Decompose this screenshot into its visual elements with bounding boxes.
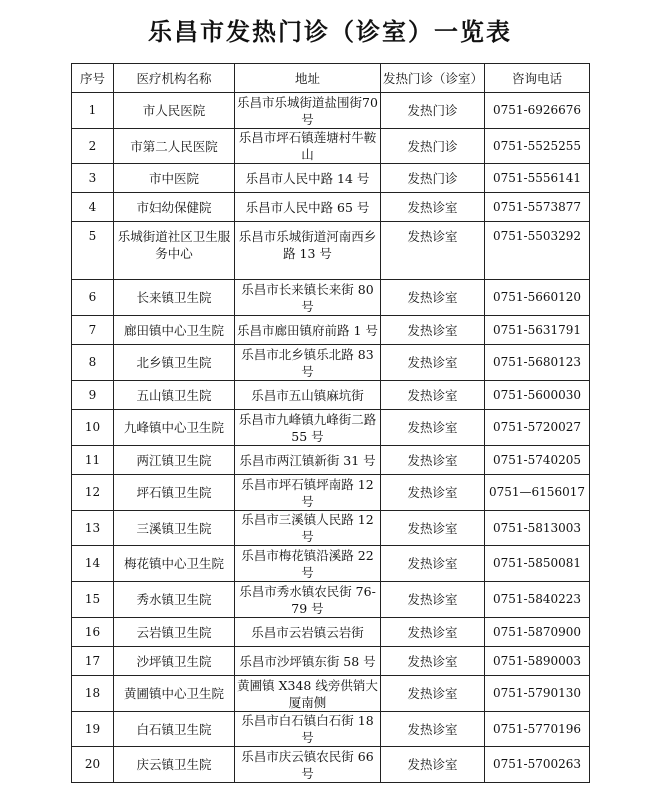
- column-header-name: 医疗机构名称: [114, 64, 235, 93]
- row-number: 1: [72, 93, 114, 129]
- row-number: 4: [72, 193, 114, 222]
- clinic-type: 发热诊室: [381, 193, 485, 222]
- table-row: [72, 93, 590, 129]
- row-number: 20: [72, 747, 114, 783]
- institution-name: 市第二人民医院: [114, 129, 235, 164]
- column-header-phone: 咨询电话: [485, 64, 590, 93]
- address: 乐昌市梅花镇沿溪路 22 号: [235, 546, 381, 582]
- institution-name: 白石镇卫生院: [114, 712, 235, 747]
- phone-number: 0751-5600030: [485, 381, 590, 410]
- phone-number: 0751-5720027: [485, 410, 590, 446]
- row-number: 17: [72, 647, 114, 676]
- clinic-type: 发热诊室: [381, 546, 485, 582]
- phone-number: 0751-5556141: [485, 164, 590, 193]
- phone-number: 0751-5790130: [485, 676, 590, 712]
- clinic-type: 发热诊室: [381, 712, 485, 747]
- phone-number: 0751-5740205: [485, 446, 590, 475]
- table-row: [72, 511, 590, 546]
- table-row: [72, 446, 590, 475]
- table-row: [72, 546, 590, 582]
- address: 乐昌市长来镇长来街 80 号: [235, 280, 381, 316]
- phone-number: 0751-5813003: [485, 511, 590, 546]
- address: 乐昌市坪石镇莲塘村牛鞍山: [235, 129, 381, 164]
- institution-name: 两江镇卫生院: [114, 446, 235, 475]
- address: 乐昌市乐城街道河南西乡路 13 号: [235, 222, 381, 280]
- phone-number: 0751-5503292: [485, 222, 590, 280]
- institution-name: 沙坪镇卫生院: [114, 647, 235, 676]
- table-row: [72, 316, 590, 345]
- phone-number: 0751-5870900: [485, 618, 590, 647]
- institution-name: 梅花镇中心卫生院: [114, 546, 235, 582]
- column-header-no: 序号: [72, 64, 114, 93]
- table-row: [72, 381, 590, 410]
- row-number: 6: [72, 280, 114, 316]
- address: 乐昌市廊田镇府前路 1 号: [235, 316, 381, 345]
- address: 乐昌市两江镇新街 31 号: [235, 446, 381, 475]
- institution-name: 云岩镇卫生院: [114, 618, 235, 647]
- institution-name: 黄圃镇中心卫生院: [114, 676, 235, 712]
- clinic-type: 发热诊室: [381, 618, 485, 647]
- institution-name: 市人民医院: [114, 93, 235, 129]
- address: 乐昌市人民中路 65 号: [235, 193, 381, 222]
- phone-number: 0751-5525255: [485, 129, 590, 164]
- table-row: [72, 475, 590, 511]
- address: 乐昌市人民中路 14 号: [235, 164, 381, 193]
- table-row: [72, 618, 590, 647]
- row-number: 3: [72, 164, 114, 193]
- institution-name: 九峰镇中心卫生院: [114, 410, 235, 446]
- table-header-row: [72, 64, 590, 93]
- clinic-type: 发热诊室: [381, 345, 485, 381]
- column-header-type: 发热门诊（诊室）: [381, 64, 485, 93]
- clinic-type: 发热诊室: [381, 676, 485, 712]
- table-row: [72, 747, 590, 783]
- institution-name: 坪石镇卫生院: [114, 475, 235, 511]
- phone-number: 0751-5700263: [485, 747, 590, 783]
- row-number: 7: [72, 316, 114, 345]
- clinic-type: 发热诊室: [381, 511, 485, 546]
- address: 乐昌市三溪镇人民路 12 号: [235, 511, 381, 546]
- address: 乐昌市沙坪镇东街 58 号: [235, 647, 381, 676]
- address: 乐昌市秀水镇农民街 76-79 号: [235, 582, 381, 618]
- institution-name: 秀水镇卫生院: [114, 582, 235, 618]
- phone-number: 0751-6926676: [485, 93, 590, 129]
- phone-number: 0751-5850081: [485, 546, 590, 582]
- table-row: [72, 647, 590, 676]
- address: 乐昌市白石镇白石街 18 号: [235, 712, 381, 747]
- row-number: 2: [72, 129, 114, 164]
- table-row: [72, 345, 590, 381]
- row-number: 19: [72, 712, 114, 747]
- clinic-type: 发热诊室: [381, 381, 485, 410]
- table-row: [72, 164, 590, 193]
- address: 乐昌市云岩镇云岩街: [235, 618, 381, 647]
- clinic-type: 发热诊室: [381, 747, 485, 783]
- institution-name: 三溪镇卫生院: [114, 511, 235, 546]
- table-row: [72, 712, 590, 747]
- clinic-type: 发热诊室: [381, 475, 485, 511]
- row-number: 18: [72, 676, 114, 712]
- clinic-type: 发热门诊: [381, 129, 485, 164]
- row-number: 13: [72, 511, 114, 546]
- row-number: 11: [72, 446, 114, 475]
- phone-number: 0751-5573877: [485, 193, 590, 222]
- institution-name: 廊田镇中心卫生院: [114, 316, 235, 345]
- address: 黄圃镇 X348 线旁供销大厦南侧: [235, 676, 381, 712]
- institution-name: 长来镇卫生院: [114, 280, 235, 316]
- phone-number: 0751-5770196: [485, 712, 590, 747]
- page-title: 乐昌市发热门诊（诊室）一览表: [148, 18, 512, 46]
- phone-number: 0751-5660120: [485, 280, 590, 316]
- table-row: [72, 280, 590, 316]
- phone-number: 0751-5890003: [485, 647, 590, 676]
- phone-number: 0751-5680123: [485, 345, 590, 381]
- institution-name: 乐城街道社区卫生服务中心: [114, 222, 235, 280]
- phone-number: 0751—6156017: [485, 475, 590, 511]
- clinic-type: 发热诊室: [381, 222, 485, 280]
- phone-number: 0751-5631791: [485, 316, 590, 345]
- table-row: [72, 222, 590, 280]
- row-number: 9: [72, 381, 114, 410]
- clinic-type: 发热诊室: [381, 647, 485, 676]
- institution-name: 五山镇卫生院: [114, 381, 235, 410]
- institution-name: 市中医院: [114, 164, 235, 193]
- address: 乐昌市五山镇麻坑街: [235, 381, 381, 410]
- clinic-type: 发热诊室: [381, 446, 485, 475]
- clinic-type: 发热门诊: [381, 93, 485, 129]
- row-number: 5: [72, 222, 114, 280]
- address: 乐昌市庆云镇农民街 66 号: [235, 747, 381, 783]
- row-number: 14: [72, 546, 114, 582]
- address: 乐昌市北乡镇乐北路 83 号: [235, 345, 381, 381]
- row-number: 16: [72, 618, 114, 647]
- row-number: 15: [72, 582, 114, 618]
- table-row: [72, 129, 590, 164]
- table-row: [72, 410, 590, 446]
- table-row: [72, 193, 590, 222]
- address: 乐昌市九峰镇九峰街二路 55 号: [235, 410, 381, 446]
- fever-clinic-table: [71, 63, 590, 783]
- row-number: 12: [72, 475, 114, 511]
- table-body: [72, 93, 590, 783]
- institution-name: 北乡镇卫生院: [114, 345, 235, 381]
- institution-name: 庆云镇卫生院: [114, 747, 235, 783]
- clinic-type: 发热门诊: [381, 164, 485, 193]
- clinic-type: 发热诊室: [381, 582, 485, 618]
- row-number: 8: [72, 345, 114, 381]
- clinic-type: 发热诊室: [381, 316, 485, 345]
- address: 乐昌市坪石镇坪南路 12 号: [235, 475, 381, 511]
- address: 乐昌市乐城街道盐围街70号: [235, 93, 381, 129]
- row-number: 10: [72, 410, 114, 446]
- clinic-type: 发热诊室: [381, 410, 485, 446]
- institution-name: 市妇幼保健院: [114, 193, 235, 222]
- clinic-type: 发热诊室: [381, 280, 485, 316]
- table-row: [72, 676, 590, 712]
- table-row: [72, 582, 590, 618]
- phone-number: 0751-5840223: [485, 582, 590, 618]
- column-header-address: 地址: [235, 64, 381, 93]
